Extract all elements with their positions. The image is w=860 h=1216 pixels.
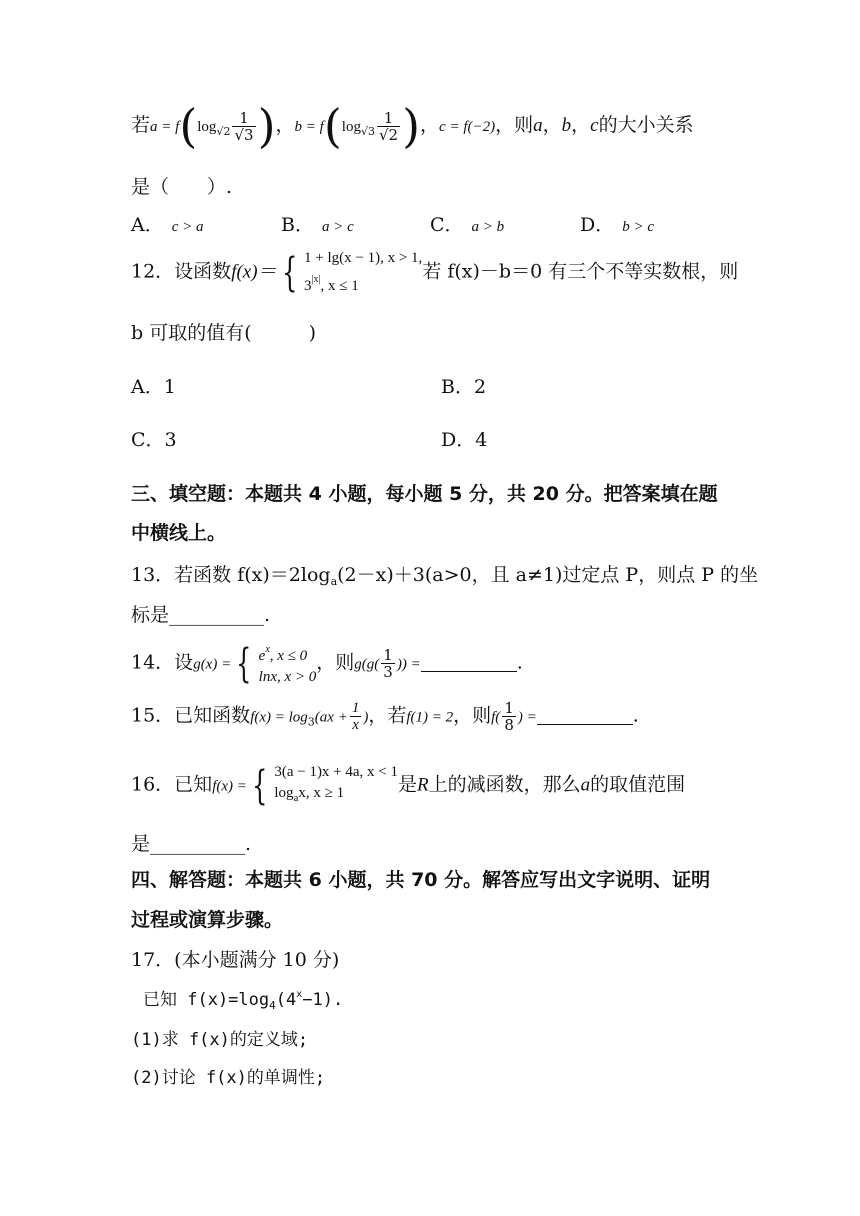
section3-heading-line2: 中横线上。: [131, 522, 227, 544]
q12-option-c-letter: C．: [131, 429, 165, 451]
q14-tail: .: [516, 651, 523, 674]
q16-case1: 3(a − 1)x + 4a, x < 1: [274, 764, 399, 780]
q11-option-c[interactable]: [430, 210, 504, 237]
q11-base1: √2: [216, 125, 231, 138]
q11-log: log: [197, 119, 217, 135]
q15-fx: f(x) = log: [250, 709, 308, 726]
q12-case1: 1 + lg(x − 1), x > 1,: [304, 250, 423, 266]
q11-base2: √3: [360, 125, 375, 138]
q13-line1-a: 13．若函数 f(x)＝2log: [131, 564, 331, 586]
q15-expr-b: ): [363, 709, 369, 726]
q11-sep1: ，: [542, 114, 562, 136]
q12-option-c[interactable]: [131, 425, 177, 452]
q15-f-a: f(: [491, 709, 501, 726]
q16-stem-line1: [131, 762, 685, 809]
q11-log2: log: [341, 119, 361, 135]
q12-cases: [304, 248, 422, 297]
q16-fx: f(x) =: [212, 778, 247, 795]
q15-base: 3: [307, 715, 315, 729]
q15-expr-a: (ax +: [314, 709, 348, 726]
q11-c-def: c = f(−2): [439, 119, 496, 135]
q16-stem-line2: 是__________.: [131, 833, 252, 855]
q14-g-expr-a: g(g(: [354, 656, 380, 673]
q14-case2: lnx, x > 0: [258, 669, 317, 685]
section3-heading-line1: 三、填空题：本题共 4 小题，每小题 5 分，共 20 分。把答案填在题: [131, 483, 718, 505]
q11-b-def: b = f: [294, 119, 324, 135]
q12-option-b-value: 2: [473, 376, 487, 398]
q15-answer-blank[interactable]: [537, 706, 633, 725]
section4-heading-line2: 过程或演算步骤。: [131, 909, 284, 931]
q11-paren-close: ): [257, 99, 276, 153]
q14-frac-den: 3: [383, 663, 393, 681]
q11-frac2-den: √2: [378, 125, 399, 144]
q11-tail: ，则: [495, 114, 534, 136]
q12-case2: [304, 269, 422, 297]
q11-tail2: 的大小关系: [598, 114, 694, 136]
q11-paren-open: (: [179, 99, 198, 153]
q13-line1-b: (2－x)＋3(a>0，且 a≠1)过定点 P，则点 P 的坐: [337, 564, 759, 586]
q12-option-d[interactable]: [441, 425, 487, 452]
q16-mid: 是: [398, 773, 418, 796]
q16-a: a: [580, 774, 591, 796]
q11-frac2: [377, 110, 400, 143]
q15-tail: .: [632, 704, 639, 727]
q15-prefix: 15．已知函数: [131, 704, 251, 727]
q11-sep2: ，: [571, 114, 591, 136]
q13-stem-line1: [131, 560, 758, 588]
q15-mid1: ，若: [368, 704, 407, 727]
q15-frac-den: x: [352, 717, 359, 733]
q11-stem-line2: 是（ ）.: [131, 176, 233, 198]
q12-suffix: 若 f(x)－b＝0 有三个不等实数根，则: [422, 260, 739, 283]
q11-frac1-num: 1: [239, 108, 249, 127]
q14-brace: {: [236, 640, 252, 687]
q14-case1-exp: x: [265, 644, 270, 655]
q15-frac2-num: 1: [504, 699, 514, 717]
q17-title: 17．(本小题满分 10 分): [131, 949, 340, 971]
q12-option-c-value: 3: [164, 429, 177, 451]
q12-stem-line2: b 可取的值有( ): [131, 322, 317, 344]
q12-option-d-value: 4: [475, 429, 488, 451]
q17-given: [143, 985, 343, 1012]
q14-prefix: 14．设: [131, 651, 194, 674]
q14-piecewise: [231, 639, 316, 688]
q11-var-b: b: [561, 115, 572, 136]
q12-option-b-letter: B．: [441, 376, 474, 398]
q17-given-b: (4: [275, 990, 297, 1010]
q11-option-d-expr: b > c: [622, 219, 655, 235]
q15-stem: [131, 700, 639, 733]
q12-case2-base: 3: [304, 278, 312, 294]
q16-case2-b: x, x ≥ 1: [298, 785, 345, 801]
q12-option-a[interactable]: [131, 372, 176, 399]
q11-ruo: 若: [131, 114, 151, 136]
q11-option-d[interactable]: [580, 210, 654, 237]
q11-option-b-expr: a > c: [321, 219, 354, 235]
q14-case1-base: e: [258, 648, 266, 664]
section4-heading-line1: 四、解答题：本题共 6 小题，共 70 分。解答应写出文字说明、证明: [131, 869, 711, 891]
q16-case2: [274, 783, 398, 809]
q16-R: R: [417, 774, 429, 796]
q16-mid2: 上的减函数，那么: [428, 773, 581, 796]
q14-case1: [259, 639, 317, 667]
q12-prefix: 12．设函数: [131, 260, 232, 283]
q13-line1-sub: a: [330, 575, 338, 588]
q14-cases: [259, 639, 317, 688]
q15-frac-num: 1: [351, 700, 360, 716]
q11-option-b-letter: B．: [281, 214, 314, 236]
q17-part1: (1)求 f(x)的定义域;: [131, 1030, 309, 1050]
q11-option-c-letter: C．: [430, 214, 464, 236]
q12-option-b[interactable]: [441, 372, 486, 399]
q12-case2-exp: |x|: [311, 274, 321, 285]
q11-option-a-expr: c > a: [171, 219, 204, 235]
q11-frac1: [232, 110, 255, 143]
q11-option-c-expr: a > b: [471, 219, 505, 235]
q12-option-a-value: 1: [163, 376, 176, 398]
q14-gx: g(x) =: [193, 656, 232, 673]
q11-option-d-letter: D．: [580, 214, 615, 236]
q14-mid: ，则: [316, 651, 355, 674]
q14-frac-num: 1: [383, 646, 393, 664]
q11-stem-line1: [131, 99, 694, 153]
q15-frac2: [502, 700, 516, 733]
q17-given-sup: x: [296, 989, 303, 1000]
q12-stem-line1: [131, 248, 738, 297]
q14-g-expr-b: )) =: [396, 656, 421, 673]
q15-cond: f(1) = 2: [406, 709, 454, 726]
q11-paren2-close: ): [402, 99, 421, 153]
q13-stem-line2: 标是__________.: [131, 604, 271, 626]
q14-frac: [381, 647, 395, 680]
q12-brace: {: [281, 249, 297, 296]
q16-piecewise: [247, 762, 398, 809]
q12-piecewise: [277, 248, 423, 297]
q16-case2-a: log: [274, 785, 294, 801]
q11-comma2: ，: [420, 114, 440, 136]
q11-option-b[interactable]: [281, 210, 354, 237]
q11-var-a: a: [533, 115, 543, 136]
q14-stem: [131, 639, 523, 688]
q17-given-a: 已知 f(x)=log: [143, 990, 270, 1010]
q16-tail: 的取值范围: [590, 773, 686, 796]
q16-brace: {: [251, 762, 268, 809]
q14-case1-rest: , x ≤ 0: [269, 648, 308, 664]
q17-part2: (2)讨论 f(x)的单调性;: [131, 1068, 326, 1088]
q17-given-c: −1).: [302, 990, 344, 1010]
q11-option-a-letter: A．: [131, 214, 164, 236]
q12-case2-rest: , x ≤ 1: [320, 278, 359, 294]
q11-a-def: a = f: [150, 119, 180, 135]
q15-frac: [350, 700, 362, 733]
q12-option-d-letter: D．: [441, 429, 476, 451]
q16-prefix: 16．已知: [131, 773, 213, 796]
q11-frac1-den: √3: [234, 125, 254, 144]
q11-frac2-num: 1: [383, 108, 394, 127]
q11-option-a[interactable]: [131, 210, 204, 237]
q16-case2-sub: a: [293, 792, 299, 804]
q12-option-a-letter: A．: [131, 376, 164, 398]
q14-answer-blank[interactable]: [421, 653, 517, 672]
q15-mid2: ，则: [453, 704, 492, 727]
q15-f-b: ) =: [517, 709, 537, 726]
q16-cases: [274, 762, 398, 809]
q11-comma1: ，: [275, 114, 295, 136]
q15-frac2-den: 8: [504, 716, 514, 734]
q11-var-c: c: [590, 115, 599, 136]
q11-paren2-open: (: [323, 99, 342, 153]
q12-fx: f(x)＝: [231, 261, 277, 283]
q17-given-sub: 4: [269, 999, 276, 1012]
